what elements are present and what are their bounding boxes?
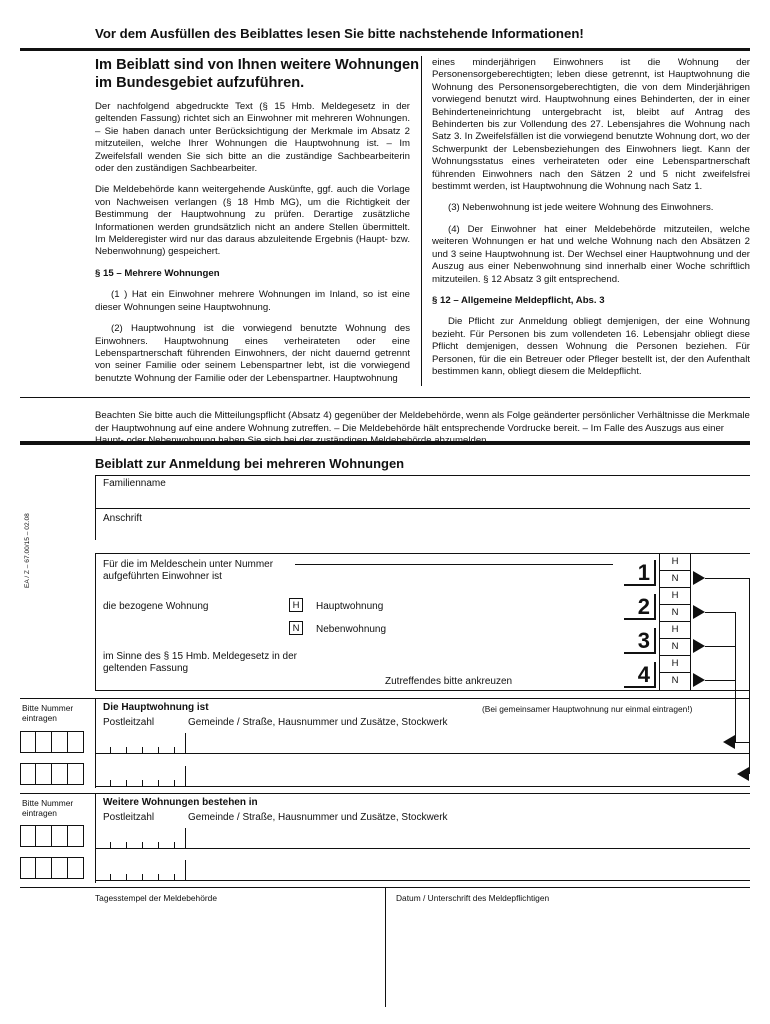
nummer-cells-4[interactable] xyxy=(20,857,84,879)
tagesstempel-field xyxy=(95,905,375,1005)
info-right-column xyxy=(432,57,750,387)
form-title: Beiblatt zur Anmeldung bei mehreren Wohnungen xyxy=(95,456,405,471)
sec15-title: § 15 – Mehrere Wohnungen xyxy=(95,267,220,279)
n-marker-3: N xyxy=(671,641,679,652)
top-rule xyxy=(20,48,750,51)
nebenwohnung-label: Nebenwohnung xyxy=(316,624,387,635)
info-note: Beachten Sie bitte auch die Mitteilungspflicht (Absatz 4) gegenüber der Meldebehörde, wenn als Folge geänderter persönlicher Verhältnisse die Merkmale der Hauptwohnung auf eine andere Wohnung zutreffen. – Die Meldebehörde hält entsprechende Vordrucke bereit. – Im Falle des Auszugs aus einer Haupt- oder Nebenwohnung haben Sie sich bei der zuständigen Meldebehörde abzumelden. xyxy=(95,410,750,447)
number-box-1[interactable]: 1 xyxy=(624,560,656,586)
h-marker-4: H xyxy=(671,658,679,669)
h-marker-1: H xyxy=(671,556,679,567)
zutreffendes-label: Zutreffendes bitte ankreuzen xyxy=(385,676,513,687)
arrow-left-icon xyxy=(737,767,749,781)
gemeinde-label-2: Gemeinde / Straße, Hausnummer und Zusätze, Stockwerk xyxy=(188,812,448,823)
hauptwohnung-note: (Bei gemeinsamer Hauptwohnung nur einmal eintragen!) xyxy=(482,704,693,714)
h-marker-2: H xyxy=(671,590,679,601)
info-left-p1: Der nachfolgend abgedruckte Text (§ 15 Hmb. Meldegesetz in der geltenden Fassung) richtet sich an Einwohner mit mehreren Wohnungen. – Sie haben danach unter Berücksichtigung der Merkmale im Absatz 2 mitzuteilen, welche Ihrer Wohnungen die Hauptwohnung ist. – Im Zweifelsfall wenden Sie sich bitte an die zuständige Sachbearbeiterin oder den zuständigen Sachbearbeiter. xyxy=(95,101,410,175)
n-marker-4: N xyxy=(671,675,679,686)
bitte-nummer-label-2: Bitte Nummer eintragen xyxy=(22,798,74,818)
tagesstempel-label: Tagesstempel der Meldebehörde xyxy=(95,893,217,903)
bezogene-wohnung-label: die bezogene Wohnung xyxy=(103,601,209,612)
hauptwohnung-address-field-2[interactable] xyxy=(190,766,715,784)
note-rule xyxy=(20,397,750,398)
arrow-left-icon xyxy=(723,735,735,749)
info-right-p2: (3) Nebenwohnung ist jede weitere Wohnung des Einwohners. xyxy=(448,202,714,214)
top-note: Vor dem Ausfüllen des Beiblattes lesen Sie bitte nachstehende Informationen! xyxy=(95,26,584,41)
anschrift-field[interactable] xyxy=(100,527,745,551)
n-marker-1: N xyxy=(671,573,679,584)
column-divider xyxy=(421,56,422,386)
nummer-cells-1[interactable] xyxy=(20,731,84,753)
section-rule xyxy=(20,441,750,445)
plz-field-3[interactable] xyxy=(100,828,180,846)
arrow-right-icon xyxy=(693,639,705,653)
info-left-column xyxy=(95,101,410,394)
number-box-2[interactable]: 2 xyxy=(624,594,656,620)
sec12-title: § 12 – Allgemeine Meldepflicht, Abs. 3 xyxy=(432,294,605,306)
weitere-address-field-1[interactable] xyxy=(190,828,745,846)
number-box-3[interactable]: 3 xyxy=(624,628,656,654)
info-heading: Im Beiblatt sind von Ihnen weitere Wohnungen im Bundesgebiet aufzuführen. xyxy=(95,57,420,91)
plz-field-1[interactable] xyxy=(100,733,180,751)
arrow-right-icon xyxy=(693,605,705,619)
weitere-address-field-2[interactable] xyxy=(190,860,745,878)
plz-label-1: Postleitzahl xyxy=(103,717,155,728)
hauptwohnung-label: Hauptwohnung xyxy=(316,601,384,612)
einwohner-text: Für die im Meldeschein unter Nummer aufgeführten Einwohner ist xyxy=(103,559,274,582)
nebenwohnung-checkbox[interactable]: N xyxy=(289,621,303,635)
form-code: EA / Z – 67.00/15 – 02.08 xyxy=(24,513,31,588)
info-right-p3: (4) Der Einwohner hat einer Meldebehörde mitzuteilen, welche weiteren Wohnungen er hat und welche Wohnung nach den Absätzen 2 und 3 seine Hauptwohnung ist. Der Wechsel einer Hauptwohnung und der Auszug aus einer Nebenwohnung sind innerhalb einer Woche schriftlich mitzuteilen. § 12 Absatz 3 gilt entsprechend. xyxy=(432,223,750,285)
nummer-cells-2[interactable] xyxy=(20,763,84,785)
n-marker-2: N xyxy=(671,607,679,618)
unterschrift-label: Datum / Unterschrift des Meldepflichtigen xyxy=(396,893,550,903)
sec15-p1: (1 ) Hat ein Einwohner mehrere Wohnungen im Inland, so ist eine dieser Wohnungen seine Hauptwohnung. xyxy=(95,289,410,313)
info-right-p1: eines minderjährigen Einwohners ist die Wohnung der Personensorgeberechtigten; leben diese getrennt, ist Hauptwohnung die Wohnung des Personensorgeberechtigten, die von dem Minderjährigen vorwiegend benutzt wird. Hauptwohnung eines Behinderten, der in einer Behinderteneinrichtung untergebracht ist, bleibt auf Antrag des Behinderten bis zur Vollendung des 27. Lebensjahres die Wohnung nach Satz 3. In Zweifelsfällen ist die vorwiegend benutzte Wohnung dort, wo der Schwerpunkt der Lebensbeziehungen des Einwohners liegt. Kann der Wohnungsstatus eines verheirateten oder eine Lebenspartnerschaft führenden Einwohners nach den Sätzen 2 und 5 nicht zweifelsfrei bestimmt werden, ist Hauptwohnung die Wohnung nach Satz 1. xyxy=(432,57,750,193)
hauptwohnung-checkbox[interactable]: H xyxy=(289,598,303,612)
nummer-cells-3[interactable] xyxy=(20,825,84,847)
plz-field-4[interactable] xyxy=(100,860,180,878)
sec12-p1: Die Pflicht zur Anmeldung obliegt demjenigen, der eine Wohnung bezieht. Für Personen bis zum vollendeten 16. Lebensjahr obliegt diese Pflicht demjenigen, dessen Wohnung die Personen beziehen. Für Personen, für die ein Betreuer oder Pfleger bestellt ist, der den Aufenthalt bestimmen kann, obliegt diesem die Meldepflicht. xyxy=(432,316,750,377)
familienname-label: Familienname xyxy=(103,478,166,489)
anschrift-label: Anschrift xyxy=(103,513,142,524)
hauptwohnung-title: Die Hauptwohnung ist xyxy=(103,702,209,713)
weitere-title: Weitere Wohnungen bestehen in xyxy=(103,797,258,808)
number-box-4[interactable]: 4 xyxy=(624,662,656,688)
sinne-label: im Sinne des § 15 Hmb. Meldegesetz in der geltenden Fassung xyxy=(103,651,297,674)
gemeinde-label-1: Gemeinde / Straße, Hausnummer und Zusätze, Stockwerk xyxy=(188,717,448,728)
plz-label-2: Postleitzahl xyxy=(103,812,155,823)
familienname-field[interactable] xyxy=(100,480,745,506)
arrow-right-icon xyxy=(693,571,705,585)
unterschrift-field[interactable] xyxy=(396,905,746,1005)
arrow-right-icon xyxy=(693,673,705,687)
bitte-nummer-label-1: Bitte Nummer eintragen xyxy=(22,703,74,723)
info-left-p2: Die Meldebehörde kann weitergehende Auskünfte, ggf. auch die Vorlage von Nachweisen verlangen (§ 18 Hmb MG), um die Richtigkeit der Bestimmung der Hauptwohnung zu prüfen. Derartige zusätzliche Informationen werden grundsätzlich nicht an andere Stellen übermittelt. Im Melderegister wird nur das daraus abzuleitende Ergebnis (Haupt- bzw. Nebenwohnung) gespeichert. xyxy=(95,184,410,258)
hauptwohnung-address-field-1[interactable] xyxy=(190,733,715,751)
h-marker-3: H xyxy=(671,624,679,635)
plz-field-2[interactable] xyxy=(100,766,180,784)
sec15-p2: (2) Hauptwohnung ist die vorwiegend benutzte Wohnung des Einwohners. Hauptwohnung eines verheirateten oder eine Lebenspartnerschaft führenden Einwohners, der nicht dauernd getrennt von seiner Familie oder seinem Lebenspartner lebt, ist die vorwiegend benutzte Wohnung der Familie oder der Lebenspartner. Hauptwohnung xyxy=(95,323,410,384)
